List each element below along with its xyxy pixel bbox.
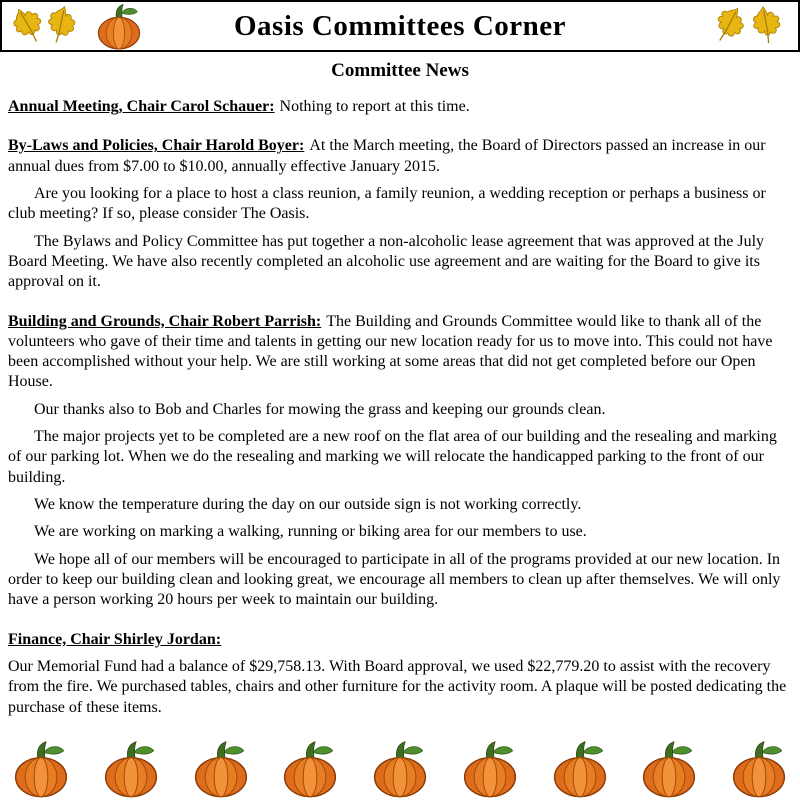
newsletter-body	[0, 82, 800, 718]
newsletter-subtitle: Committee News	[331, 60, 469, 81]
section-lead: At the March meeting, the Board of Directors passed an increase in our annual dues from $7.00 to $10.00, annually effective January 2015.	[8, 137, 766, 175]
section-heading: Finance, Chair Shirley Jordan:	[8, 630, 222, 648]
paragraph: We know the temperature during the day on our outside sign is not working correctly.	[34, 496, 582, 513]
section-finance	[8, 630, 792, 718]
section-lead: The Building and Grounds Committee would like to thank all of the volunteers who gave of their time and talents in getting our new location ready for us to move into. This could not have been accomplished without your help. We are still working at some areas that did not get completed before our Open House.	[8, 312, 773, 391]
paragraph: The Bylaws and Policy Committee has put together a non-alcoholic lease agreement that was approved at the July Board Meeting. We have also recently completed an alcoholic use agreement and are waiting for the Board to give its approval on it.	[8, 232, 765, 291]
pumpkin-icon	[12, 738, 70, 800]
masthead	[0, 0, 800, 52]
pumpkin-icon	[371, 738, 429, 800]
section-heading: By-Laws and Policies, Chair Harold Boyer:	[8, 137, 305, 155]
paragraph: Our thanks also to Bob and Charles for mowing the grass and keeping our grounds clean.	[34, 400, 606, 418]
pumpkin-icon	[551, 738, 609, 800]
paragraph: We hope all of our members will be encouraged to participate in all of the programs provided at our new location. In order to keep our building clean and looking great, we encourage all members to clean up after themselves. We will only have a person working 20 hours per week to maintain our building.	[8, 550, 781, 609]
paragraph	[8, 312, 792, 393]
page-title: Oasis Committees Corner	[233, 9, 567, 42]
section-annual-meeting	[8, 97, 792, 117]
paragraph: Our Memorial Fund had a balance of $29,758.13. With Board approval, we used $22,779.20 to assist with the recovery from the fire. We purchased tables, chairs and other furniture for the activity room. A plaque will be posted dedicating the purchase of these items.	[8, 657, 787, 716]
pumpkin-icon	[640, 738, 698, 800]
pumpkin-icon	[461, 738, 519, 800]
paragraph	[8, 97, 792, 117]
pumpkin-icon	[730, 738, 788, 800]
pumpkin-icon	[281, 738, 339, 800]
paragraph	[8, 136, 792, 177]
masthead-right-decor	[708, 5, 788, 47]
section-bylaws-policies	[8, 136, 792, 292]
footer-pumpkin-row	[0, 738, 800, 800]
paragraph: The major projects yet to be completed are a new roof on the flat area of our building and the resealing and marking of our parking lot. When we do the resealing and marking we will relocate the handicapped parking to the front of our building.	[8, 428, 777, 486]
paragraph: Are you looking for a place to host a class reunion, a family reunion, a wedding reception or perhaps a business or club meeting? If so, please consider The Oasis.	[8, 184, 766, 223]
section-building-grounds	[8, 312, 792, 611]
pumpkin-icon	[192, 738, 250, 800]
pumpkin-icon	[102, 738, 160, 800]
section-heading: Building and Grounds, Chair Robert Parrish:	[8, 312, 322, 330]
paragraph: We are working on marking a walking, running or biking area for our members to use.	[34, 523, 587, 541]
section-heading: Annual Meeting, Chair Carol Schauer:	[8, 98, 275, 115]
paragraph	[8, 630, 792, 650]
section-lead: Nothing to report at this time.	[279, 98, 470, 115]
autumn-leaf-icon	[742, 1, 792, 51]
